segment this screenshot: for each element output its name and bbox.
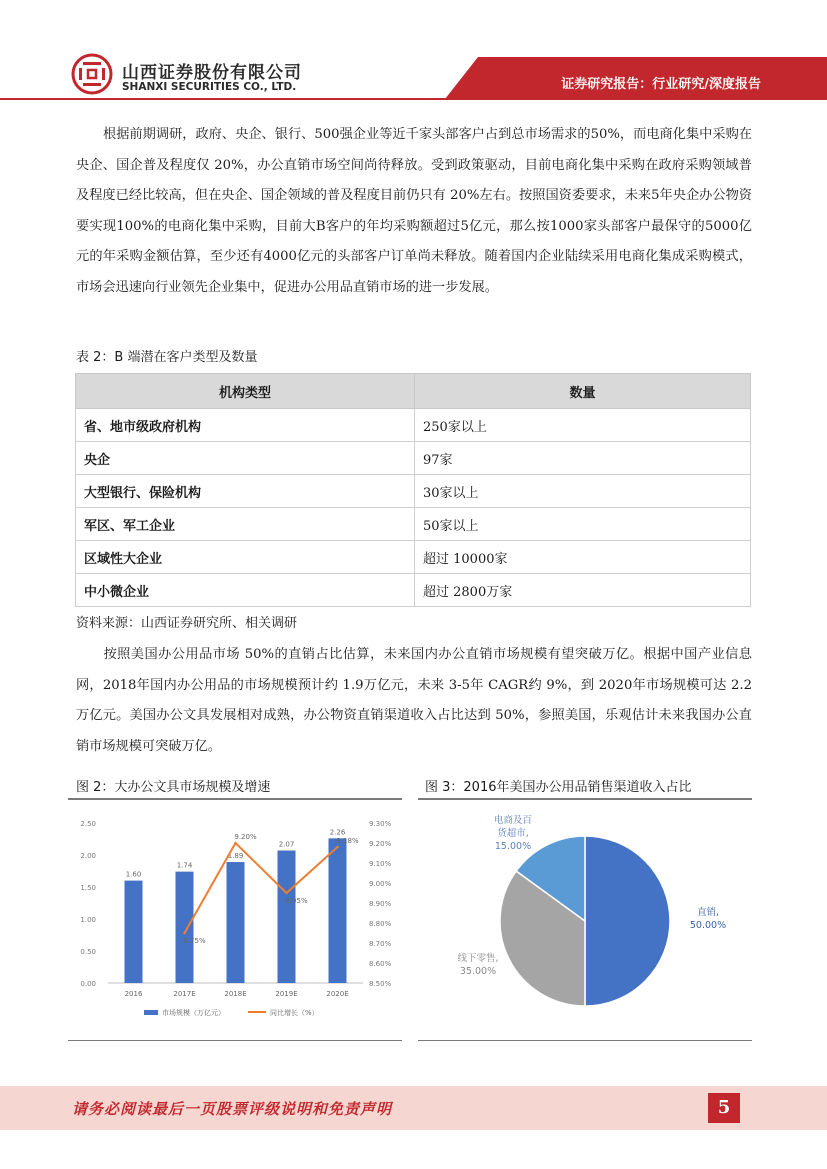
table-row (76, 442, 751, 475)
x-tick-label: 2016 (124, 990, 143, 998)
y-left-tick-label: 1.50 (80, 884, 96, 892)
bar (125, 881, 143, 983)
paragraph-1-text: 根据前期调研，政府、央企、银行、500强企业等近千家头部客户占到总市场需求的50%，而电商化集中采购在央企、国企普及程度仅 20%，办公直销市场空间尚待释放。受到政策驱动，目前电商化集中采购在政府采购领域普及程度已经比较高，但在央企、国企领域的普及程度目前仍只有 20%左右。按照国资委要求，未来5年央企办公物资要实现100%的电商化集中采购，目前大B客户的年均采购额超过5亿元，那么按1000家头部客户最保守的5000亿元的年采购金额估算，至少还有4000亿元的头部客户订单尚未释放。随着国内企业陆续采用电商化集成采购模式，市场会迅速向行业领先企业集中，促进办公用品直销市场的进一步发展。 (76, 127, 752, 295)
line-data-label: 9.20% (234, 833, 257, 841)
table-cell-type: 省、地市级政府机构 (76, 409, 415, 442)
bar-data-label: 2.26 (329, 828, 346, 837)
y-right-tick-label: 8.90% (369, 900, 392, 908)
line-point (285, 892, 287, 894)
growth-line (185, 840, 338, 933)
y-right-tick-label: 8.70% (369, 940, 392, 948)
table-cell-type: 区域性大企业 (76, 541, 415, 574)
table-row (76, 541, 751, 574)
paragraph-2-text: 按照美国办公用品市场 50%的直销占比估算，未来国内办公直销市场规模有望突破万亿。根据中国产业信息网，2018年国内办公用品的市场规模预计约 1.9万亿元，未来 3-5年 CAGR约 9%，到 2020年市场规模可达 2.2万亿元。美国办公文具发展相对成熟，办公物资直销渠道收入占比达到 50%，参照美国，乐观估计未来我国办公直销市场规模可突破万亿。 (76, 647, 752, 754)
bar-data-label: 1.60 (125, 870, 142, 879)
table-cell-count: 超过 10000家 (415, 541, 751, 574)
y-left-tick-label: 1.00 (80, 916, 96, 924)
pie-slice-label: 直销, (696, 907, 720, 918)
legend-label-line: 同比增长（%） (270, 1009, 319, 1017)
pie-slice-value: 35.00% (459, 966, 497, 977)
figure-3-bottom-rule (418, 1040, 752, 1041)
pie-slice-value: 50.00% (689, 920, 727, 931)
bar (329, 838, 347, 983)
line-data-label: 8.95% (285, 897, 308, 905)
company-name-en: SHANXI SECURITIES CO., LTD. (122, 81, 297, 93)
line-data-label: 8.75% (183, 937, 206, 945)
table-cell-count: 97家 (415, 442, 751, 475)
table-caption: 表 2：B 端潜在客户类型及数量 (76, 350, 258, 365)
table-cell-count: 50家以上 (415, 508, 751, 541)
footer-disclaimer: 请务必阅读最后一页股票评级说明和免责声明 (72, 1100, 393, 1118)
table-row (76, 508, 751, 541)
body-paragraph-1 (76, 120, 752, 304)
table-header-row (76, 374, 751, 409)
line-point (183, 932, 185, 934)
table-cell-type: 军区、军工企业 (76, 508, 415, 541)
y-right-tick-label: 8.50% (369, 980, 392, 988)
table-header-cell: 机构类型 (76, 374, 415, 409)
table-row (76, 475, 751, 508)
y-left-tick-label: 0.00 (80, 980, 96, 988)
legend-label-bar: 市场规模（万亿元） (162, 1009, 225, 1017)
figure-3-caption: 图 3：2016年美国办公用品销售渠道收入占比 (425, 780, 692, 795)
bar-data-label: 1.74 (176, 861, 193, 870)
y-right-tick-label: 9.20% (369, 840, 392, 848)
report-type-label: 证券研究报告：行业研究/深度报告 (561, 77, 761, 92)
table-cell-type: 中小微企业 (76, 574, 415, 607)
bar-data-label: 2.07 (278, 840, 295, 849)
table-cell-count: 250家以上 (415, 409, 751, 442)
x-tick-label: 2017E (173, 990, 196, 998)
y-right-tick-label: 9.00% (369, 880, 392, 888)
pie-slice-value: 15.00% (494, 841, 532, 852)
table-cell-count: 超过 2800万家 (415, 574, 751, 607)
legend-swatch-bar (144, 1010, 158, 1015)
x-tick-label: 2020E (326, 990, 349, 998)
pie-slice (585, 836, 670, 1006)
table-cell-type: 央企 (76, 442, 415, 475)
line-data-label: 9.18% (336, 837, 359, 845)
pie-slice-label: 货超市, (497, 828, 529, 839)
figure-2-bottom-rule (68, 1040, 402, 1041)
y-left-tick-label: 2.50 (80, 820, 96, 828)
y-right-tick-label: 9.30% (369, 820, 392, 828)
company-name-cn: 山西证券股份有限公司 (122, 63, 302, 83)
table-header-cell: 数量 (415, 374, 751, 409)
table-row (76, 409, 751, 442)
page-number: 5 (708, 1093, 740, 1123)
table-source: 资料来源：山西证券研究所、相关调研 (76, 616, 298, 631)
pie-slice-label: 电商及百 (493, 815, 533, 826)
bar-data-label: 1.89 (227, 852, 244, 861)
figure-3-top-rule (418, 798, 752, 800)
x-tick-label: 2019E (275, 990, 298, 998)
y-right-tick-label: 8.60% (369, 960, 392, 968)
line-point (234, 842, 236, 844)
x-tick-label: 2018E (224, 990, 247, 998)
channel-share-pie-chart (418, 805, 752, 1030)
bar (278, 851, 296, 983)
bar (227, 862, 245, 983)
figure-2-caption: 图 2：大办公文具市场规模及增速 (76, 780, 271, 795)
table-cell-count: 30家以上 (415, 475, 751, 508)
body-paragraph-2 (76, 640, 752, 762)
table-row (76, 574, 751, 607)
y-left-tick-label: 0.50 (80, 948, 96, 956)
market-size-chart (68, 805, 402, 1030)
line-point (336, 846, 338, 848)
bar (176, 872, 194, 983)
customer-table (75, 373, 751, 607)
table-cell-type: 大型银行、保险机构 (76, 475, 415, 508)
y-right-tick-label: 8.80% (369, 920, 392, 928)
figure-2-top-rule (68, 798, 402, 800)
y-right-tick-label: 9.10% (369, 860, 392, 868)
pie-slice-label: 线下零售, (457, 953, 499, 964)
y-left-tick-label: 2.00 (80, 852, 96, 860)
